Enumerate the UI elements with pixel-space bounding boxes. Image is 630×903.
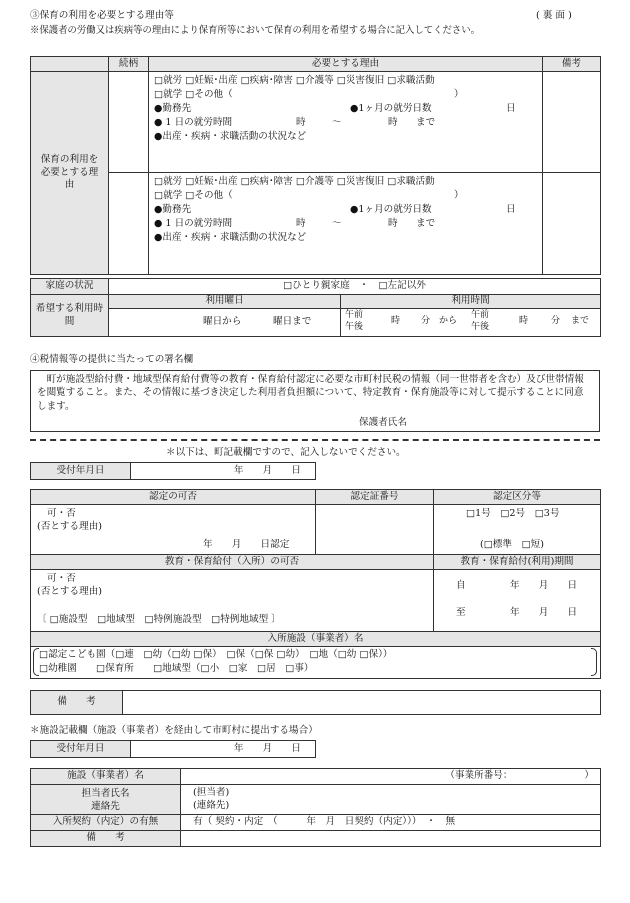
from-label: から bbox=[439, 315, 458, 326]
pm-label: 午後 bbox=[471, 321, 490, 332]
workplace-label: ●勤務先 bbox=[154, 103, 192, 114]
section3-heading: ③保育の利用を必要とする理由等 bbox=[30, 10, 174, 21]
cert-number-header: 認定証番号 bbox=[316, 490, 434, 505]
situation-label: ●出産・疾病・求職活動の状況など bbox=[154, 232, 307, 243]
period-from-label: 自 bbox=[456, 580, 466, 591]
reason-row-label: 保育の利用を必要とする理由 bbox=[31, 72, 109, 275]
hour-unit: 時 bbox=[296, 218, 306, 229]
facility-info-table bbox=[30, 768, 601, 847]
contact-cell[interactable] bbox=[181, 785, 601, 815]
section3-note: ※保護者の労働又は疾病等の理由により保育所等において保育の利用を希望する場合に記入してください。 bbox=[30, 25, 481, 36]
contract-label: 入所契約（内定）の有無 bbox=[31, 815, 181, 831]
deny-reason-label: (否とする理由) bbox=[37, 521, 103, 532]
cert-class-header: 認定区分等 bbox=[434, 490, 601, 505]
contact-tel-label: (連絡先) bbox=[193, 800, 230, 811]
certification-header: 認定の可否 bbox=[31, 490, 316, 505]
until-label: まで bbox=[416, 117, 436, 128]
minute-unit: 分 bbox=[421, 315, 431, 326]
facility-remarks-value[interactable] bbox=[181, 831, 601, 847]
facility-received-table bbox=[30, 740, 316, 758]
reason-options-line2: □就学 □その他（ bbox=[154, 190, 233, 201]
contract-value[interactable]: 有（ 契約・内定 （ 年 月 日契約（内定））） ・ 無 bbox=[181, 815, 601, 831]
facility-name-header: 入所施設（事業者）名 bbox=[31, 632, 601, 647]
cert-class-cell[interactable] bbox=[434, 505, 601, 555]
hours-header: 利用時間 bbox=[341, 295, 601, 309]
class-standard: (□標準 □短) bbox=[480, 539, 544, 550]
contact-label: 担当者氏名 連絡先 bbox=[31, 785, 181, 815]
cert-date: 年 月 日認定 bbox=[203, 539, 290, 550]
page-side-label: ( 裏 面 ) bbox=[536, 10, 572, 21]
pm-label: 午後 bbox=[345, 321, 364, 332]
hour-unit: 時 bbox=[388, 117, 398, 128]
from-day-label: 曜日から bbox=[203, 315, 242, 327]
monthly-days-label: ●1ヶ月の就労日数 bbox=[350, 204, 432, 215]
approve-deny: 可・否 bbox=[47, 573, 76, 584]
consent-text: 町が施設型給付費・地域型保育給付費等の教育・保育給付認定に必要な市町村民税の情報（同一世帯者を含む）及び世帯情報を閲覧すること。また、その情報に基づき決定した利用者負担額について、特定教育・保育施設等に対して提示することに同意します。 bbox=[37, 374, 584, 412]
family-value[interactable]: □ひとり親家庭 ・ □左記以外 bbox=[109, 279, 601, 295]
certification-cell[interactable] bbox=[31, 505, 316, 555]
reason-table bbox=[30, 56, 601, 275]
hour-unit: 時 bbox=[296, 117, 306, 128]
section4-heading: ④税情報等の提供に当たっての署名欄 bbox=[30, 354, 194, 365]
reason-block-2[interactable] bbox=[149, 173, 543, 275]
period-to-label: 至 bbox=[456, 607, 466, 618]
remarks-cell-2[interactable] bbox=[543, 173, 601, 275]
am-label: 午前 bbox=[471, 309, 490, 320]
benefit-header: 教育・保育給付（入所）の可否 bbox=[31, 555, 434, 570]
period-header: 教育・保育給付(利用)期間 bbox=[434, 555, 601, 570]
relation-cell-2[interactable] bbox=[109, 173, 149, 275]
relation-cell-1[interactable] bbox=[109, 72, 149, 173]
period-from-date: 年 月 日 bbox=[510, 580, 578, 591]
hours-cell[interactable] bbox=[341, 309, 601, 337]
days-cell[interactable] bbox=[109, 309, 341, 337]
days-unit: 日 bbox=[506, 204, 516, 215]
close-paren: ） bbox=[454, 89, 464, 100]
received-date-table bbox=[30, 462, 316, 480]
guardian-name-label: 保護者氏名 bbox=[359, 417, 407, 428]
period-to-date: 年 月 日 bbox=[510, 607, 578, 618]
reason-options-line2: □就学 □その他（ bbox=[154, 89, 233, 100]
hour-unit: 時 bbox=[519, 315, 529, 326]
received-date-value[interactable]: 年 月 日 bbox=[131, 463, 316, 480]
to-day-label: 曜日まで bbox=[273, 315, 312, 327]
deny-reason-label: (否とする理由) bbox=[37, 586, 103, 597]
daily-hours-label: ● 1 日の就労時間 bbox=[154, 117, 233, 128]
workplace-label: ●勤務先 bbox=[154, 204, 192, 215]
facility-name-label: 施設（事業者）名 bbox=[31, 769, 181, 785]
facility-received-value[interactable]: 年 月 日 bbox=[131, 741, 316, 758]
bracket-right bbox=[591, 648, 597, 676]
remarks-cell-1[interactable] bbox=[543, 72, 601, 173]
daily-hours-label: ● 1 日の就労時間 bbox=[154, 218, 233, 229]
situation-label: ●出産・疾病・求職活動の状況など bbox=[154, 131, 307, 142]
received-date-label: 受付年月日 bbox=[31, 463, 131, 480]
remarks-label: 備 考 bbox=[31, 691, 123, 715]
approve-deny: 可・否 bbox=[47, 508, 76, 519]
facility-name-cell[interactable] bbox=[31, 647, 601, 679]
remarks-value[interactable] bbox=[123, 691, 601, 715]
facility-name-value[interactable]: （事業所番号： ） bbox=[181, 769, 601, 785]
reason-options-line1: □就労 □妊娠･出産 □疾病･障害 □介護等 □災害復旧 □求職活動 bbox=[154, 176, 435, 187]
cut-line bbox=[30, 439, 600, 441]
tilde: ～ bbox=[332, 117, 342, 128]
reason-header: 必要とする理由 bbox=[149, 57, 543, 72]
tilde: ～ bbox=[332, 218, 342, 229]
desired-hours-label: 希望する利用時間 bbox=[31, 295, 109, 337]
office-notice: ＊以下は、町記載欄ですので、記入しないでください。 bbox=[166, 447, 406, 458]
consent-box bbox=[30, 370, 600, 432]
reason-options-line1: □就労 □妊娠･出産 □疾病･障害 □介護等 □災害復旧 □求職活動 bbox=[154, 75, 435, 86]
facility-remarks-label: 備 考 bbox=[31, 831, 181, 847]
office-remarks-table bbox=[30, 690, 601, 715]
facility-options-line2: □幼稚園 □保育所 □地域型（□小 □家 □居 □事） bbox=[39, 663, 314, 674]
facility-section-heading: ＊施設記載欄（施設（事業者）を経由して市町村に提出する場合） bbox=[30, 725, 318, 736]
facility-types: 〔 □施設型 □地域型 □特例施設型 □特例地域型 〕 bbox=[37, 614, 281, 625]
corner-cell bbox=[31, 57, 109, 72]
remarks-header: 備考 bbox=[543, 57, 601, 72]
period-cell[interactable] bbox=[434, 570, 601, 632]
facility-received-label: 受付年月日 bbox=[31, 741, 131, 758]
close-paren: ） bbox=[454, 190, 464, 201]
hour-unit: 時 bbox=[391, 315, 401, 326]
days-header: 利用曜日 bbox=[109, 295, 341, 309]
until-label: まで bbox=[571, 315, 590, 326]
family-and-hours-table bbox=[30, 278, 601, 337]
days-unit: 日 bbox=[506, 103, 516, 114]
reason-block-1[interactable] bbox=[149, 72, 543, 173]
family-label: 家庭の状況 bbox=[31, 279, 109, 295]
hour-unit: 時 bbox=[388, 218, 398, 229]
relation-header: 続柄 bbox=[109, 57, 149, 72]
benefit-cell[interactable] bbox=[31, 570, 434, 632]
certification-table bbox=[30, 489, 601, 679]
contact-person-label: (担当者) bbox=[193, 787, 230, 798]
facility-options-line1: □認定こども園（□連 □幼（□幼 □保） □保（□保 □幼） □地（□幼 □保）） bbox=[39, 649, 393, 660]
minute-unit: 分 bbox=[551, 315, 561, 326]
cert-number-cell[interactable] bbox=[316, 505, 434, 555]
am-label: 午前 bbox=[345, 309, 364, 320]
monthly-days-label: ●1ヶ月の就労日数 bbox=[350, 103, 432, 114]
class-numbers: □1号 □2号 □3号 bbox=[466, 508, 560, 519]
until-label: まで bbox=[416, 218, 436, 229]
